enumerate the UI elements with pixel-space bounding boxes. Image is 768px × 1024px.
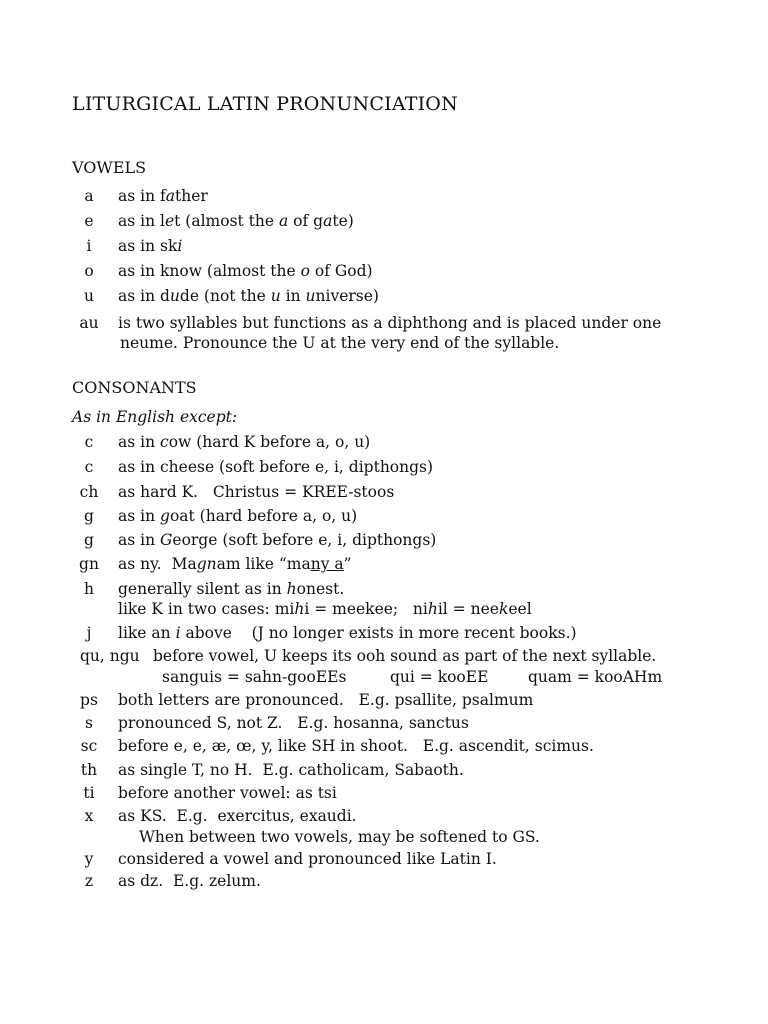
consonant-description: before another vowel: as tsi: [118, 784, 337, 802]
consonant-letter: s: [85, 714, 93, 732]
page-title: LITURGICAL LATIN PRONUNCIATION: [72, 93, 458, 115]
consonant-description: as hard K. Christus = KREE-stoos: [118, 483, 395, 501]
vowel-description: as in know (almost the o of God): [118, 262, 373, 280]
consonant-letter: th: [80, 761, 98, 779]
consonant-description: pronounced S, not Z. E.g. hosanna, sanctus: [118, 714, 469, 732]
consonants-intro: As in English except:: [72, 408, 238, 426]
consonant-description: like an i above (J no longer exists in more recent books.): [118, 624, 577, 642]
consonant-letter: j: [86, 624, 92, 642]
consonant-description: as single T, no H. E.g. catholicam, Sabaoth.: [118, 761, 464, 779]
consonant-description: as in cheese (soft before e, i, dipthongs): [118, 458, 434, 476]
consonant-letter: sc: [80, 737, 98, 755]
consonant-letter: qu, ngu: [80, 647, 140, 665]
consonant-description: as in George (soft before e, i, dipthongs): [118, 531, 437, 549]
consonant-letter: y: [84, 850, 94, 868]
vowel-letter: i: [86, 237, 92, 255]
vowel-letter: a: [84, 187, 94, 205]
consonant-letter: ch: [79, 483, 99, 501]
consonant-letter: ps: [80, 691, 98, 709]
vowel-description: is two syllables but functions as a diphthong and is placed under one: [118, 314, 662, 332]
vowel-description: as in ski: [118, 237, 183, 255]
consonant-letter: g: [84, 507, 94, 525]
consonants-heading: CONSONANTS: [72, 378, 197, 397]
vowel-description: as in father: [118, 187, 208, 205]
consonant-letter: gn: [79, 555, 99, 573]
consonant-description: before vowel, U keeps its ooh sound as part of the next syllable.: [153, 647, 657, 665]
example-qui: qui = kooEE: [390, 668, 489, 686]
consonant-description-continuation: like K in two cases: mihi = meekee; nihil = neekeel: [118, 600, 532, 618]
consonant-letter: g: [84, 531, 94, 549]
consonant-letter: c: [84, 458, 94, 476]
vowel-description: as in let (almost the a of gate): [118, 212, 354, 230]
consonant-description: before e, e, æ, œ, y, like SH in shoot. E.g. ascendit, scimus.: [118, 737, 594, 755]
consonant-description: both letters are pronounced. E.g. psallite, psalmum: [118, 691, 534, 709]
consonant-description: as dz. E.g. zelum.: [118, 872, 261, 890]
consonant-letter: h: [84, 580, 94, 598]
vowel-description-continuation: neume. Pronounce the U at the very end of the syllable.: [120, 334, 560, 352]
consonant-description: generally silent as in honest.: [118, 580, 345, 598]
vowels-heading: VOWELS: [72, 158, 147, 177]
vowel-letter: o: [84, 262, 94, 280]
consonant-letter: z: [84, 872, 94, 890]
consonant-letter: x: [84, 807, 94, 825]
vowel-description: as in dude (not the u in universe): [118, 287, 379, 305]
consonant-letter: ti: [83, 784, 95, 802]
consonant-description: as in cow (hard K before a, o, u): [118, 433, 371, 451]
example-sanguis: sanguis = sahn-gooEEs: [162, 668, 347, 686]
example-quam: quam = kooAHm: [528, 668, 663, 686]
vowel-letter: u: [84, 287, 94, 305]
vowel-letter: e: [84, 212, 94, 230]
consonant-letter: c: [84, 433, 94, 451]
vowel-letter: au: [79, 314, 99, 332]
consonant-description: as in goat (hard before a, o, u): [118, 507, 358, 525]
consonant-description: as KS. E.g. exercitus, exaudi.: [118, 807, 357, 825]
consonant-description: as ny. Magnam like “many a”: [118, 555, 352, 573]
consonant-description-continuation: When between two vowels, may be softened to GS.: [139, 828, 540, 846]
consonant-description: considered a vowel and pronounced like Latin I.: [118, 850, 497, 868]
